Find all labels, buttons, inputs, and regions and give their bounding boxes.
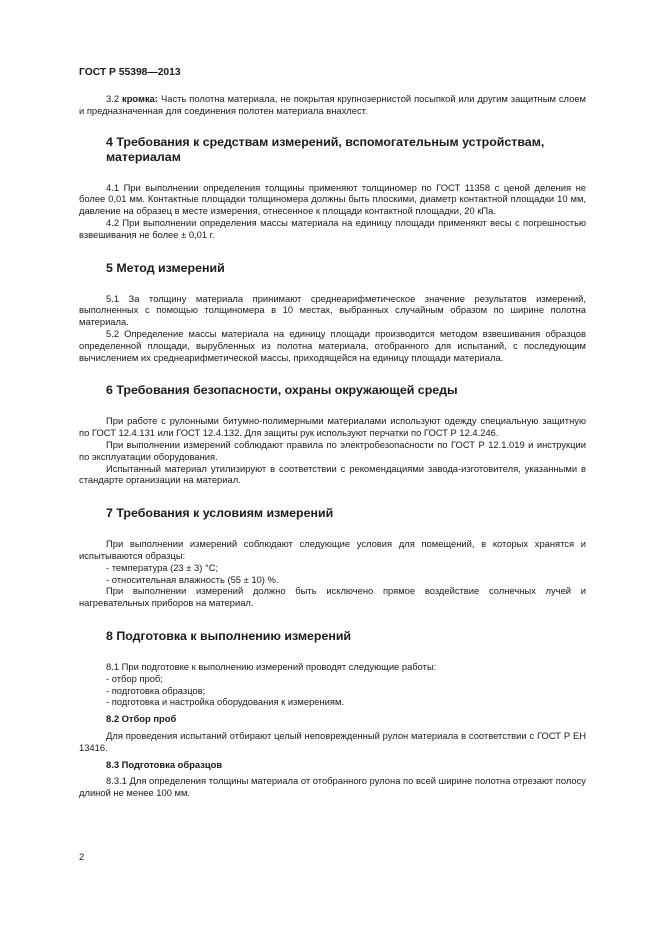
list-item-sampling: - отбор проб; bbox=[106, 672, 163, 684]
list-item-humidity: - относительная влажность (55 ± 10) %. bbox=[106, 573, 279, 585]
paragraph-8-2: Для проведения испытаний отбирают целый неповрежденный рулон материала в соответствии с ГОСТ Р ЕН 13416. bbox=[79, 729, 586, 753]
subsection-8-2-title: 8.2 Отбор проб bbox=[106, 713, 177, 725]
paragraph-3-2-text: Часть полотна материала, не покрытая крупнозернистой посыпкой или другим защитным слоем и предназначенная для соединения полотен материала внахлест. bbox=[79, 93, 586, 116]
page-content bbox=[79, 93, 586, 799]
list-item-specimen-prep: - подготовка образцов; bbox=[106, 684, 206, 696]
paragraph-8-1: 8.1 При подготовке к выполнению измерений проводят следующие работы: bbox=[106, 660, 437, 672]
paragraph-3-2 bbox=[79, 93, 586, 117]
paragraph-7-b: При выполнении измерений должно быть исключено прямое воздействие солнечных лучей и нагревательных приборов на материал. bbox=[79, 585, 586, 609]
paragraph-3-2-number: 3.2 bbox=[106, 93, 120, 104]
term-kromka: кромка: bbox=[122, 93, 159, 104]
section-6-title: 6 Требования безопасности, охраны окружающей среды bbox=[106, 383, 458, 398]
paragraph-6-a: При работе с рулонными битумно-полимерными материалами используют одежду специальную защитную по ГОСТ 12.4.131 или ГОСТ 12.4.132. Для защиты рук используют перчатки по ГОСТ Р 12.4.246. bbox=[79, 415, 586, 439]
paragraph-7-a: При выполнении измерений соблюдают следующие условия для помещений, в которых хранятся и испытываются образцы: bbox=[79, 538, 586, 561]
section-7-title: 7 Требования к условиям измерений bbox=[106, 506, 334, 521]
paragraph-5-1: 5.1 За толщину материала принимают среднеарифметическое значение результатов измерений, выполненных с помощью толщиномера в 10 местах, выбранных случайным образом по ширине полотна материала. bbox=[79, 292, 586, 328]
paragraph-6-b: При выполнении измерений соблюдают правила по электробезопасности по ГОСТ Р 12.1.019 и инструкции по эксплуатации оборудования. bbox=[79, 438, 586, 462]
paragraph-5-2: 5.2 Определение массы материала на единицу площади производится методом взвешивания образцов определенной площади, вырубленных из полотна материала, отобранного для испытаний, с последующим вычислением их среднеарифметической массы, приходящейся на единицу площади материала. bbox=[79, 327, 586, 363]
section-5-title: 5 Метод измерений bbox=[106, 260, 225, 275]
paragraph-4-1: 4.1 При выполнении определения толщины применяют толщиномер по ГОСТ 11358 с ценой деления не более 0,01 мм. Контактные площадки толщиномера должны быть плоскими, диаметр контактной площадки 10 мм, давление на образец в месте измерения, отнесенное к площади контактной площадки, 20 кПа. bbox=[79, 181, 586, 217]
page-number: 2 bbox=[79, 851, 85, 862]
page-header: ГОСТ Р 55398—2013 bbox=[79, 67, 181, 78]
paragraph-4-2: 4.2 При выполнении определения массы материала на единицу площади применяют весы с погрешностью взвешивания не более ± 0,01 г. bbox=[79, 216, 586, 240]
section-4-title: 4 Требования к средствам измерений, вспомогательным устройствам, материалам bbox=[106, 134, 545, 164]
paragraph-6-c: Испытанный материал утилизируют в соответствии с рекомендациями завода-изготовителя, указанными в стандарте организации на материал. bbox=[79, 462, 586, 486]
subsection-8-3-title: 8.3 Подготовка образцов bbox=[106, 758, 223, 770]
list-item-equipment-setup: - подготовка и настройка оборудования к измерениям. bbox=[106, 696, 345, 708]
paragraph-8-3-1: 8.3.1 Для определения толщины материала от отобранного рулона по всей ширине полотна отрезают полосу длиной не менее 100 мм. bbox=[79, 775, 586, 799]
list-item-temperature: - температура (23 ± 3) °С; bbox=[106, 561, 219, 573]
section-8-title: 8 Подготовка к выполнению измерений bbox=[106, 628, 352, 643]
